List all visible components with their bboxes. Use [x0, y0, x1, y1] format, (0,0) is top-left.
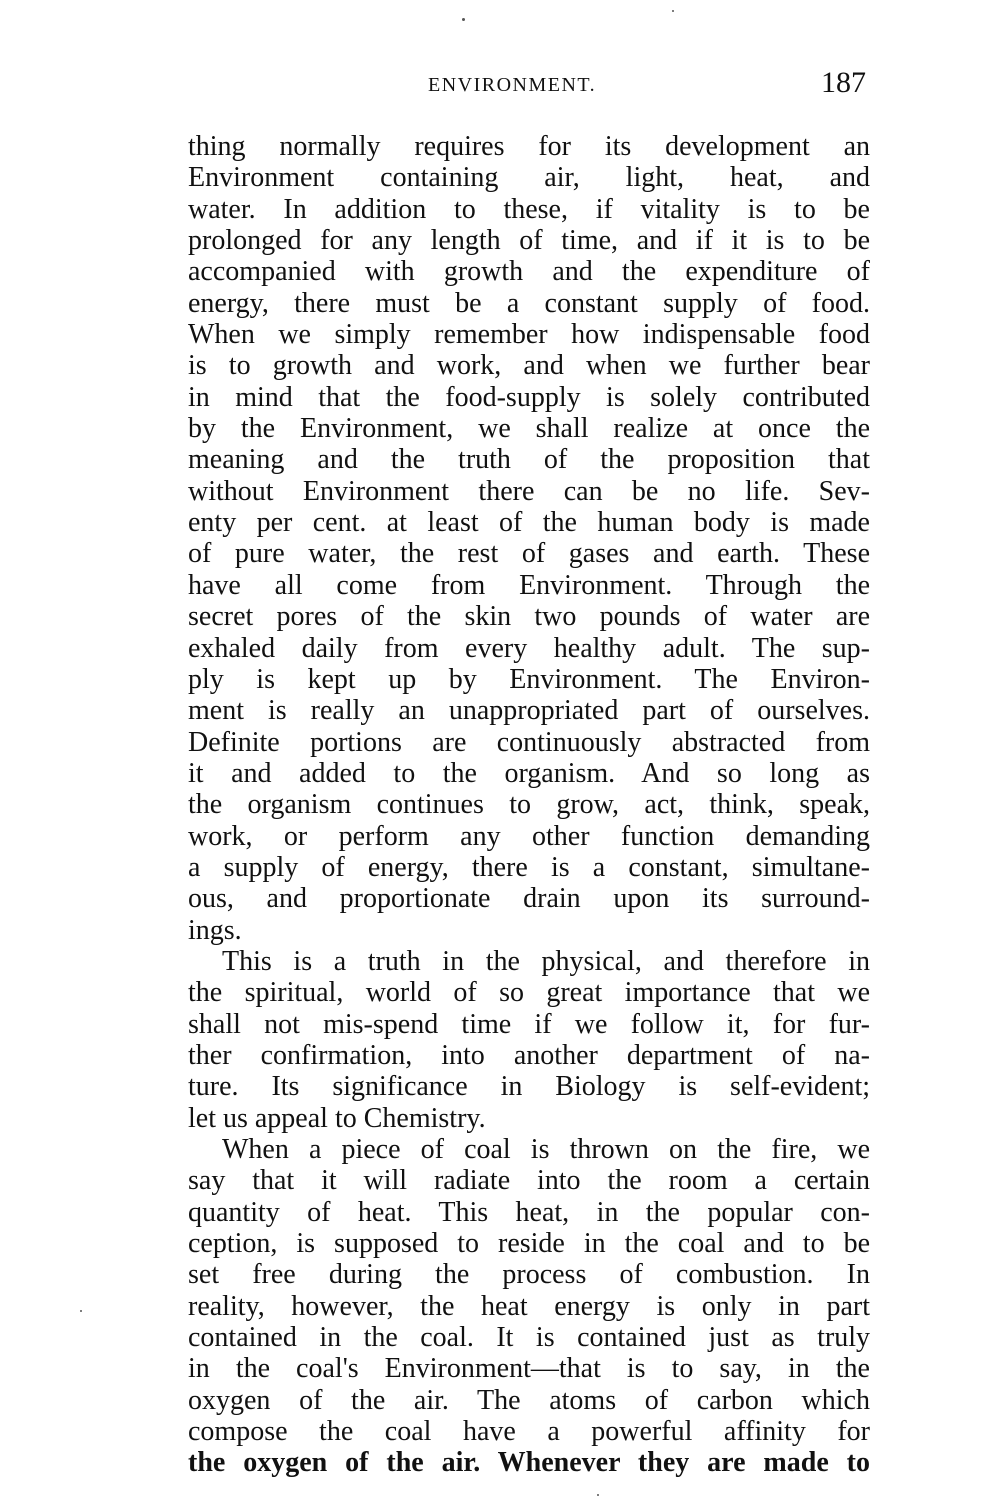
text-line: ply is kept up by Environment. The Environ- [188, 663, 870, 695]
text-line: of pure water, the rest of gases and earth. These [188, 538, 870, 570]
text-line: a supply of energy, there is a constant, simultane- [188, 851, 870, 883]
text-line: by the Environment, we shall realize at once the [188, 413, 870, 445]
text-line: the oxygen of the air. Whenever they are made to [188, 1447, 870, 1479]
text-line: ous, and proportionate drain upon its surround- [188, 883, 870, 915]
text-line: reality, however, the heat energy is only in part [188, 1290, 870, 1322]
text-line: accompanied with growth and the expenditure of [188, 256, 870, 288]
text-line: the organism continues to grow, act, think, speak, [188, 789, 870, 821]
text-line: exhaled daily from every healthy adult. The sup- [188, 632, 870, 664]
text-line: thing normally requires for its development an [188, 131, 870, 162]
text-line: the spiritual, world of so great importance that we [188, 977, 870, 1009]
text-line: let us appeal to Chemistry. [188, 1102, 486, 1134]
text-line: ture. Its significance in Biology is self-evident; [188, 1071, 870, 1103]
text-line: work, or perform any other function demanding [188, 820, 870, 852]
scan-speck [597, 1494, 599, 1496]
scan-speck [462, 18, 465, 21]
text-line: secret pores of the skin two pounds of water are [188, 601, 870, 633]
text-line: contained in the coal. It is contained just as truly [188, 1322, 870, 1354]
text-line: water. In addition to these, if vitality is to be [188, 193, 870, 225]
text-line: meaning and the truth of the proposition that [188, 444, 870, 476]
text-line: ception, is supposed to reside in the coal and to be [188, 1228, 870, 1260]
running-head [188, 66, 868, 106]
paragraph-start-line: This is a truth in the physical, and therefore in [222, 945, 870, 977]
paragraph-start-line: When a piece of coal is thrown on the fire, we [222, 1134, 870, 1165]
text-line: enty per cent. at least of the human body is made [188, 507, 870, 539]
page-number: 187 [821, 66, 866, 99]
scan-speck [672, 10, 674, 12]
text-line: in mind that the food-supply is solely contributed [188, 381, 870, 413]
text-line: ings. [188, 914, 242, 946]
text-line: is to growth and work, and when we further bear [188, 350, 870, 382]
text-line: set free during the process of combustion. In [188, 1259, 870, 1291]
text-line: Definite portions are continuously abstracted from [188, 726, 870, 758]
scan-speck [80, 1310, 82, 1312]
body-text [188, 131, 870, 1479]
text-line: prolonged for any length of time, and if it is to be [188, 225, 870, 257]
running-title: ENVIRONMENT. [428, 74, 597, 96]
text-line: ther confirmation, into another department of na- [188, 1039, 870, 1071]
text-line: When we simply remember how indispensable food [188, 319, 870, 351]
text-line: oxygen of the air. The atoms of carbon which [188, 1384, 870, 1416]
text-line: energy, there must be a constant supply of food. [188, 287, 870, 319]
text-line: shall not mis-spend time if we follow it, for fur- [188, 1008, 870, 1040]
text-line: ment is really an unappropriated part of ourselves. [188, 695, 870, 727]
text-line: without Environment there can be no life. Sev- [188, 475, 870, 507]
text-line: Environment containing air, light, heat, and [188, 162, 870, 194]
text-line: say that it will radiate into the room a certain [188, 1165, 870, 1197]
text-line: it and added to the organism. And so long as [188, 757, 870, 789]
text-line: in the coal's Environment—that is to say, in the [188, 1353, 870, 1385]
text-line: compose the coal have a powerful affinity for [188, 1416, 870, 1448]
text-line: have all come from Environment. Through the [188, 569, 870, 601]
text-line: quantity of heat. This heat, in the popular con- [188, 1196, 870, 1228]
